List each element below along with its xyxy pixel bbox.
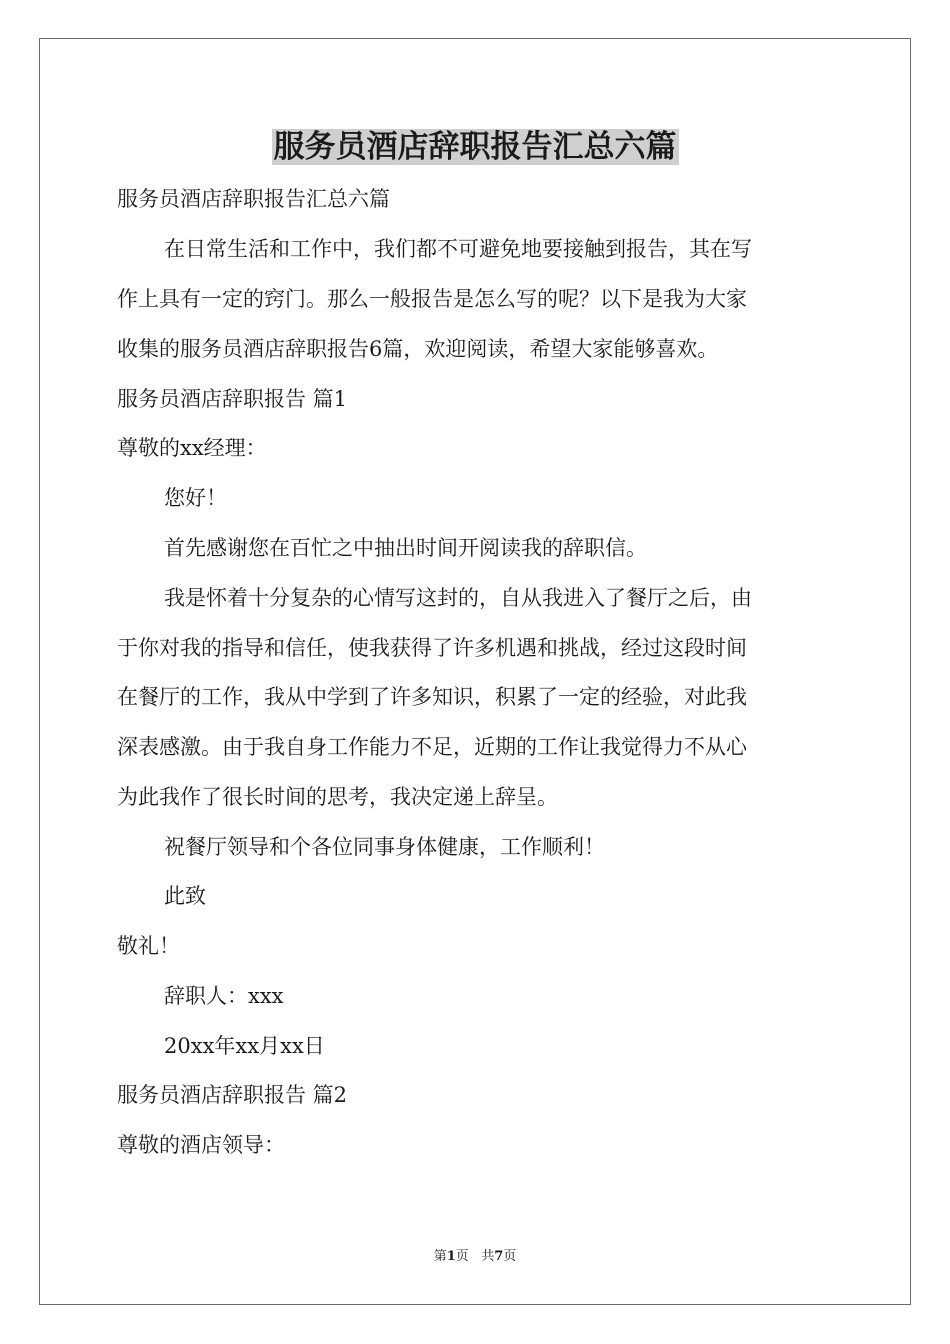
intro-line-3: 收集的服务员酒店辞职报告6篇，欢迎阅读，希望大家能够喜欢。: [117, 337, 719, 361]
page-border: [39, 38, 911, 1305]
paragraph-2-line-5: 为此我作了很长时间的思考，我决定递上辞呈。: [117, 785, 558, 809]
signer: 辞职人：xxx: [164, 984, 284, 1008]
paragraph-2-line-2: 于你对我的指导和信任，使我获得了许多机遇和挑战，经过这段时间: [117, 636, 747, 660]
footer-total-pages: 7: [494, 1249, 504, 1264]
document-title-text: 服务员酒店辞职报告汇总六篇: [273, 129, 677, 165]
document-title: [0, 126, 950, 168]
footer-page-suffix: 页: [455, 1249, 469, 1264]
closing-2: 敬礼！: [117, 934, 180, 958]
date: 20xx年xx月xx日: [164, 1034, 325, 1058]
closing-1: 此致: [164, 884, 206, 908]
paragraph-2-line-3: 在餐厅的工作，我从中学到了许多知识，积累了一定的经验，对此我: [117, 685, 747, 709]
document-subtitle: 服务员酒店辞职报告汇总六篇: [117, 187, 390, 211]
section-2-heading: 服务员酒店辞职报告 篇2: [117, 1083, 348, 1107]
footer-page-number: 1: [446, 1249, 456, 1264]
paragraph-3: 祝餐厅领导和个各位同事身体健康，工作顺利！: [164, 835, 605, 859]
intro-line-2: 作上具有一定的窍门。那么一般报告是怎么写的呢？以下是我为大家: [117, 287, 747, 311]
paragraph-2-line-4: 深表感激。由于我自身工作能力不足，近期的工作让我觉得力不从心: [117, 735, 747, 759]
footer-total-prefix: 共: [481, 1249, 495, 1264]
section-1-heading: 服务员酒店辞职报告 篇1: [117, 387, 348, 411]
footer-total-suffix: 页: [503, 1249, 517, 1264]
intro-line-1: 在日常生活和工作中，我们都不可避免地要接触到报告，其在写: [164, 237, 752, 261]
salutation-2: 尊敬的酒店领导：: [117, 1133, 285, 1157]
salutation-1: 尊敬的xx经理：: [117, 436, 267, 460]
paragraph-2-line-1: 我是怀着十分复杂的心情写这封的，自从我进入了餐厅之后，由: [164, 586, 752, 610]
paragraph-1: 首先感谢您在百忙之中抽出时间开阅读我的辞职信。: [164, 536, 647, 560]
page-footer: [0, 1248, 950, 1266]
greeting: 您好！: [164, 486, 227, 510]
footer-page-prefix: 第: [433, 1249, 447, 1264]
